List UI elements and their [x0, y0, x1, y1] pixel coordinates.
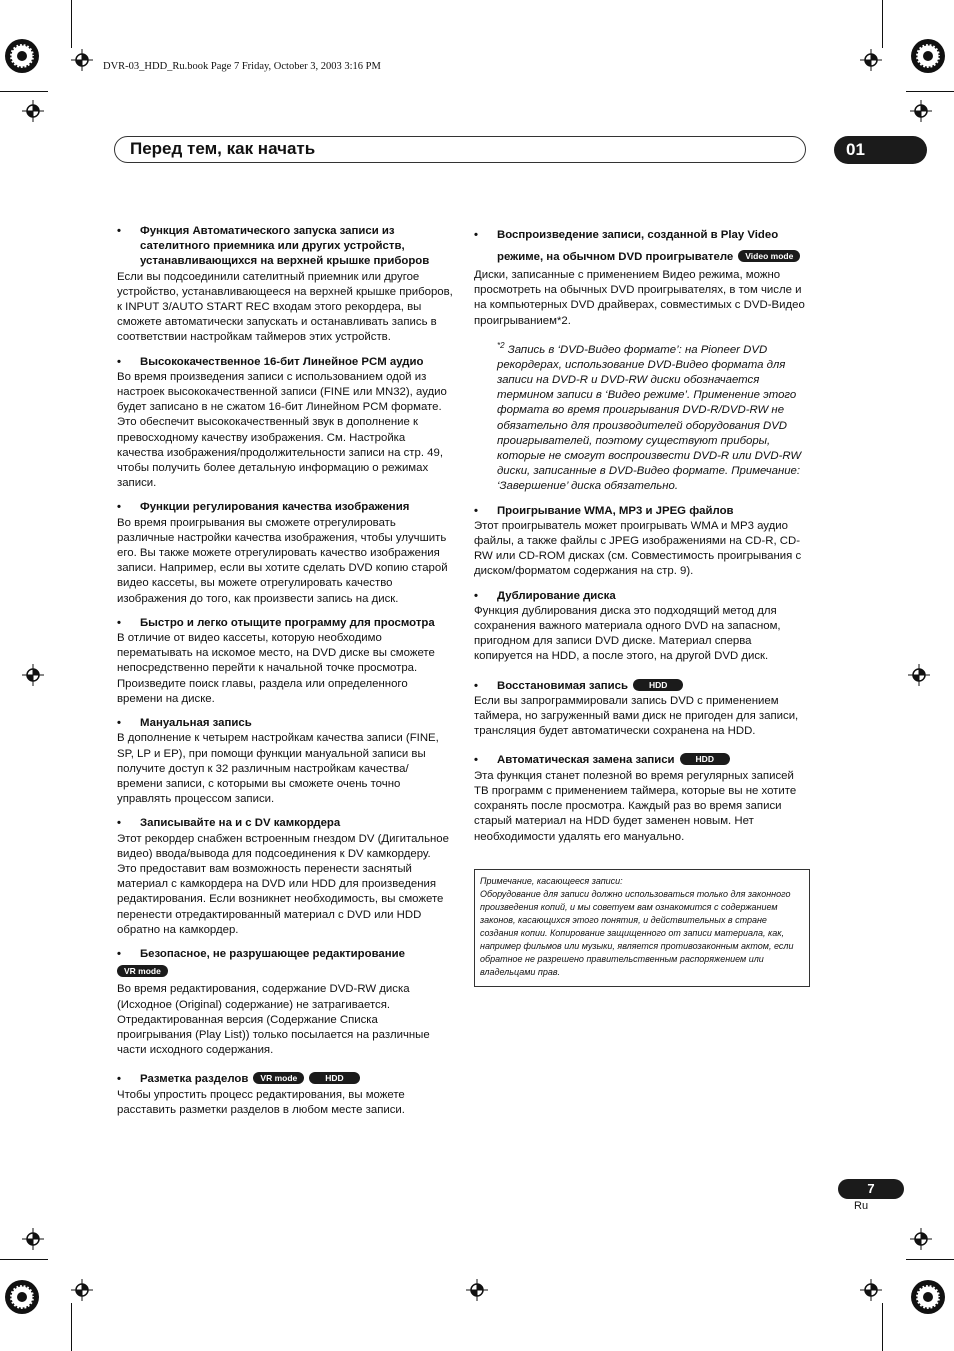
bullet: • [117, 355, 121, 368]
bullet: • [474, 589, 478, 602]
language-code: Ru [854, 1200, 869, 1212]
footnote [497, 338, 810, 495]
crosshair-icon [466, 1279, 488, 1301]
registration-wheel-icon [910, 1279, 946, 1315]
feature-title: Дублирование диска [497, 589, 616, 602]
feature-body: Во время произведения записи с использованием одой из настроек высококачественной записи (FINE или MN32), аудио будет записано в не сжатом 16-бит Линейном PCM формате. Это обеспечит высококачественный звук в дополнение к превосходному качеству изображения. См. Настройка качества изображения/продолжительности записи на стр. 49, чтобы получить более детальную информацию о режимах записи. [117, 370, 447, 490]
feature-body: Если вы запрограммировали запись DVD с применением таймера, но загруженный вами диск не пригоден для записи, трансляция будет автоматически сохранена на HDD. [474, 694, 799, 738]
hdd-tag: HDD [309, 1072, 359, 1084]
feature-body: Функция дублирования диска это подходящий метод для сохранения важного материала одного DVD на запасном, пригодном для записи DVD диске. Материал сперва копируется на HDD, а после этого, на другой DVD диск. [474, 604, 781, 663]
registration-wheel-icon [4, 1279, 40, 1315]
crosshair-icon [860, 1279, 882, 1301]
feature-body: Диски, записанные с применением Видео режима, можно просмотреть на обычных DVD проигрывателях, в том числе и на компьютерных DVD драйверах, совместимых с DVD-Видео проигрыванием*2. [474, 269, 805, 327]
print-info: DVR-03_HDD_Ru.book Page 7 Friday, October 3, 2003 3:16 PM [103, 61, 381, 72]
feature-body: Этот проигрыватель может проигрывать WMA и MP3 аудио файлы, а также файлы с JPEG изображениями на CD-R, CD-RW или CD-ROM дисках (см. Совместимость проигрывания с диском/форматом содержания на стр. 9). [474, 519, 802, 578]
feature-title: Автоматическая замена записи [497, 754, 675, 767]
page-title: Перед тем, как начать [130, 139, 316, 158]
feature-title: Записывайте на и с DV камкордера [140, 817, 341, 830]
feature-item [117, 816, 453, 938]
crosshair-icon [22, 100, 44, 122]
feature-body: Во время проигрывания вы сможете отрегулировать различные настройки качества изображения, чтобы улучшить его. Вы также можете отрегулировать качество изображения записи. Например, если вы хотите сделать DVD копию старой видео кассеты, вы можете отрегулировать качество изображения до того, как произвести запись на диск. [117, 516, 448, 605]
note-text: Оборудование для записи должно использоваться только для законного произведения копий, и мы советуем вам ознакомится с содержанием законов, касающихся этого понятия, и действительных в стране создания копии. Копирование защищенного от записи материала, как, например фильмов или музыки, является противозаконным актом, если обратное не разрешено правительственным распоряжением или владельцами прав. [480, 889, 794, 977]
hdd-tag: HDD [680, 753, 730, 765]
feature-title: Функции регулирования качества изображения [140, 501, 410, 514]
feature-item [474, 753, 810, 844]
registration-wheel-icon [910, 38, 946, 74]
feature-item [117, 224, 453, 346]
bullet: • [117, 717, 121, 730]
feature-body: Во время редактирования, содержание DVD-RW диска (Исходное (Original) содержание) не затрагивается. Отредактированная версия (Содержание Списка проигрывания (Play List)) только посылается на различные части исходного содержания. [117, 983, 430, 1057]
feature-item [117, 500, 453, 606]
bullet: • [117, 225, 121, 237]
crosshair-icon [71, 1279, 93, 1301]
feature-item [117, 716, 453, 807]
feature-item [117, 355, 453, 492]
feature-body: Эта функция станет полезной во время регулярных записей ТВ программ с применением таймера, которые вы не хотите сохранять после просмотра. Каждый раз во время записи старый материал на HDD будет заменен новым. Нет необходимости удалять его мануально. [474, 769, 797, 843]
feature-item [474, 224, 810, 329]
hdd-tag: HDD [633, 679, 683, 691]
feature-title: Мануальная запись [140, 717, 252, 730]
footnote-mark: *2 [497, 340, 505, 350]
bullet: • [474, 679, 478, 692]
crosshair-icon [910, 100, 932, 122]
video-mode-tag: Video mode [738, 250, 800, 262]
feature-item [474, 504, 810, 580]
feature-title: Функция Автоматического запуска записи из сателитного приемника или других устройств, устанавливающихся на верхней крышке приборов [140, 225, 430, 268]
crosshair-icon [22, 1228, 44, 1250]
bullet: • [474, 504, 478, 517]
note-heading: Примечание, касающееся записи: [480, 876, 623, 886]
feature-body: В дополнение к четырем настройкам качества записи (FINE, SP, LP и EP), при помощи функции мануальной записи вы получите доступ к 32 различным настройкам качества/времени записи, с которыми вы сможете очень точно управлять процессом записи. [117, 732, 439, 806]
vr-mode-tag: VR mode [117, 965, 168, 977]
bullet: • [474, 754, 478, 767]
feature-item [117, 1072, 453, 1118]
footnote-text: Запись в ‘DVD-Видео формате’: на Pioneer DVD рекордерах, использование DVD-Видео формата для записи на DVD-R и DVD-RW диски обозначается термином записи в ‘Видео режиме’. Применение этого формата во время проигрывания DVD-R/DVD-RW не обязательно для производителей оборудования DVD проигрывателей, поэтому существуют приборы, которые не смогут воспроизвести DVD-R или DVD-RW диски, записанные в DVD-Видео формате. Примечание: ‘Завершение’ диска обязательно. [497, 343, 802, 493]
page-number-badge: 7 [838, 1179, 904, 1199]
feature-title: Безопасное, не разрушающее редактирование [140, 947, 405, 960]
feature-item [117, 947, 453, 1058]
feature-body: Чтобы упростить процесс редактирования, вы можете расставить разметки разделов в любом месте записи. [117, 1088, 405, 1116]
feature-body: В отличие от видео кассеты, которую необходимо перематывать на искомое место, на DVD диске вы сможете непосредственно перейти к начальной точке просмотра. Произведите поиск главы, раздела или определенного времени на диске. [117, 632, 435, 705]
bullet: • [117, 817, 121, 830]
feature-title: Разметка разделов [140, 1073, 249, 1086]
feature-item [474, 589, 810, 665]
crosshair-icon [860, 49, 882, 71]
bullet: • [117, 947, 121, 960]
bullet: • [117, 501, 121, 514]
recording-note-box [474, 869, 810, 987]
feature-title: Восстановимая запись [497, 679, 628, 692]
right-column [474, 224, 810, 854]
feature-item [117, 616, 453, 707]
bullet: • [117, 616, 121, 629]
feature-title: Проигрывание WMA, MP3 и JPEG файлов [497, 504, 734, 517]
bullet: • [117, 1073, 121, 1086]
chapter-badge: 01 [834, 136, 927, 164]
left-column [117, 224, 453, 1127]
feature-title: Воспроизведение записи, созданной в Play Video режиме, на обычном DVD проигрывателе [497, 229, 779, 263]
crosshair-icon [910, 1228, 932, 1250]
crosshair-icon [908, 664, 930, 686]
feature-body: Если вы подсоединили сателитный приемник или другое устройство, устанавливающееся на верхней крышке приборов, к INPUT 3/AUTO START REC входам этого рекордера, вы сможете автоматически запускать и останавливать запись в соответствии настройкам таймеров этих устройств. [117, 270, 453, 344]
crosshair-icon [22, 664, 44, 686]
crosshair-icon [71, 49, 93, 71]
registration-wheel-icon [4, 38, 40, 74]
vr-mode-tag: VR mode [253, 1072, 304, 1084]
feature-title: Высококачественное 16-бит Линейное PCM аудио [140, 355, 424, 368]
bullet: • [474, 229, 478, 241]
feature-item [474, 679, 810, 740]
feature-body: Этот рекордер снабжен встроенным гнездом DV (Дигитальное видео) ввода/вывода для подсоединения к DV камкордеру. Это предоставит вам возможность перенести заснятый материал с камкордера на DVD или HDD для произведения редактирования. Если возникнет необходимость, вы сможете перенести отредактированный материал с DVD или HDD обратно на камкордер. [117, 832, 449, 936]
feature-title: Быстро и легко отыщите программу для просмотра [140, 616, 435, 629]
